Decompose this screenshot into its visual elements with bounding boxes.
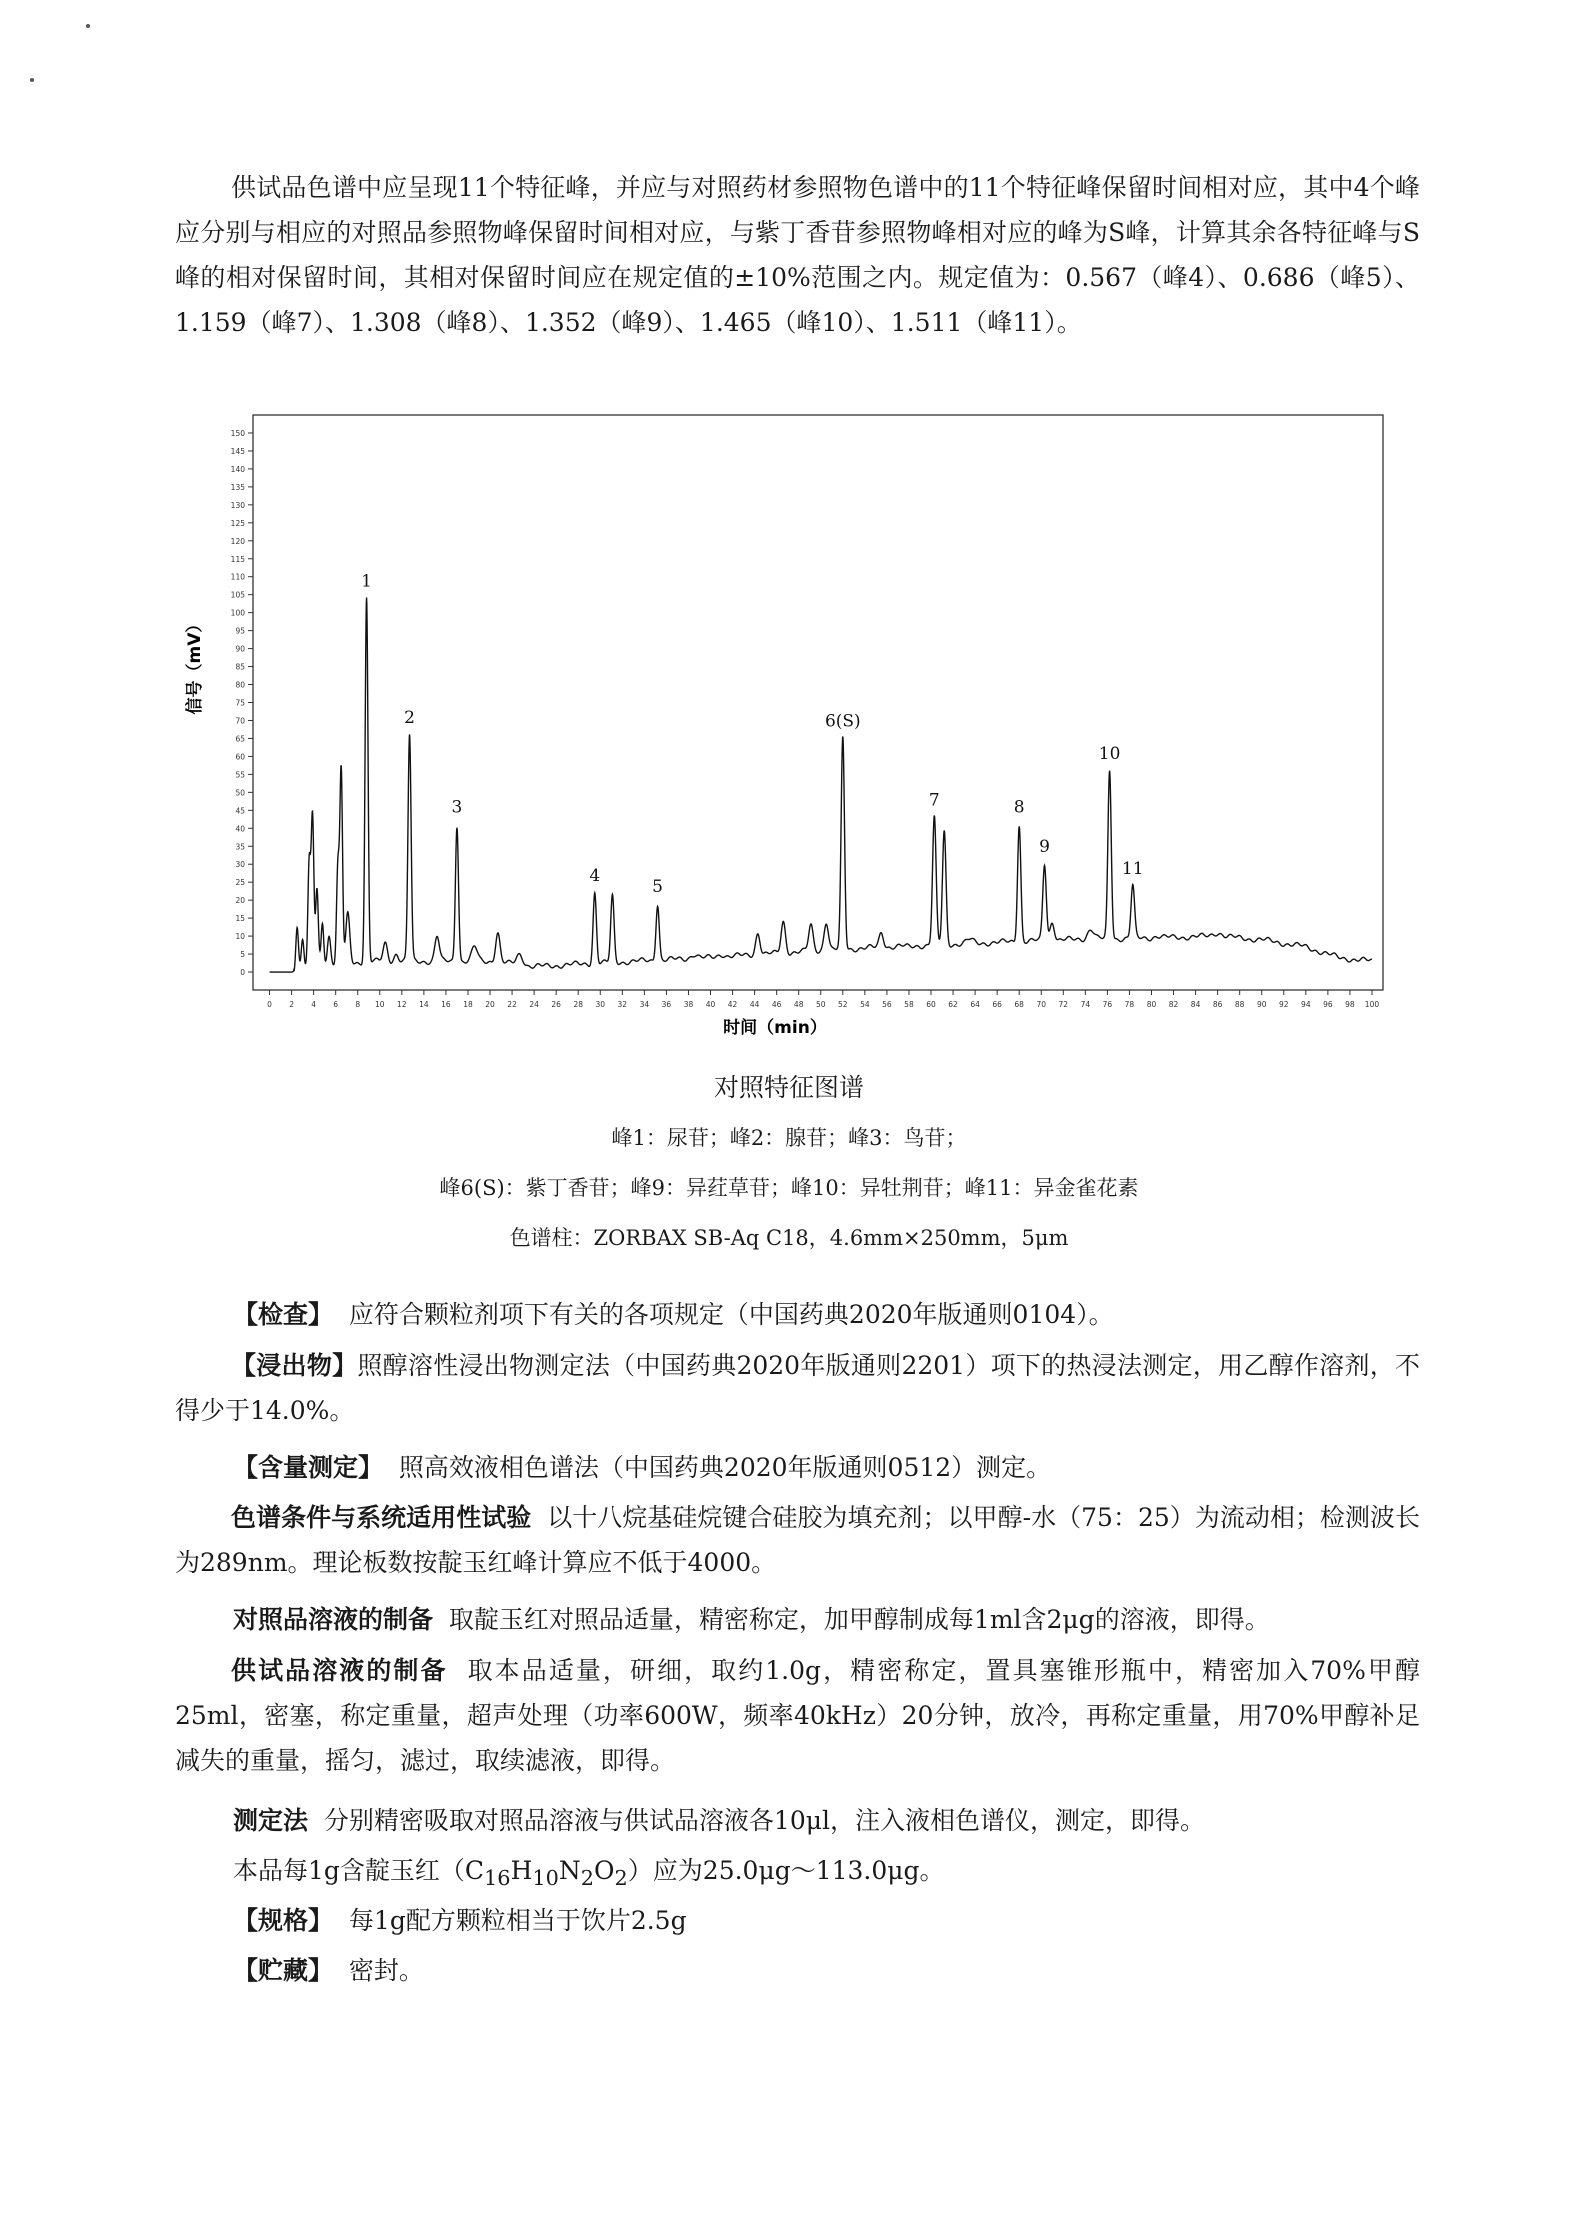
test-solution-heading: 供试品溶液的制备 (231, 1656, 448, 1685)
x-tick-label: 6 (333, 1000, 339, 1009)
x-tick-label: 84 (1190, 1000, 1201, 1009)
y-tick-label: 125 (230, 518, 245, 528)
y-tick-label: 15 (235, 914, 245, 924)
peak-label: 1 (361, 571, 372, 592)
method-section (233, 1798, 1205, 1843)
formula-sub: 2 (580, 1866, 595, 1890)
x-tick-label: 66 (992, 1000, 1002, 1009)
x-tick-label: 86 (1212, 1000, 1223, 1009)
x-tick-label: 34 (639, 1000, 650, 1009)
formula-sub: 10 (532, 1866, 559, 1890)
peak-label: 9 (1039, 837, 1050, 858)
x-tick-label: 16 (441, 1000, 451, 1009)
formula-sub: 2 (614, 1866, 628, 1890)
x-tick-label: 92 (1279, 1000, 1289, 1009)
y-tick-label: 55 (235, 770, 245, 780)
y-tick-label: 45 (235, 806, 245, 816)
x-tick-label: 76 (1102, 1000, 1113, 1009)
y-tick-label: 40 (235, 824, 245, 834)
x-tick-label: 38 (683, 1000, 694, 1009)
column-caption: 色谱柱：ZORBAX SB-Aq C18，4.6mm×250mm，5μm (509, 1226, 1069, 1250)
x-tick-label: 94 (1301, 1000, 1311, 1009)
y-tick-label: 140 (230, 464, 245, 474)
inspection-text: 应符合颗粒剂项下有关的各项规定（中国药典2020年版通则0104）。 (348, 1300, 1114, 1329)
x-tick-label: 100 (1364, 1000, 1380, 1009)
y-tick-label: 65 (235, 734, 245, 744)
x-tick-label: 68 (1014, 1000, 1024, 1009)
inspection-section (233, 1292, 1114, 1337)
x-tick-label: 96 (1323, 1000, 1333, 1009)
y-tick-label: 60 (235, 752, 245, 762)
y-tick-label: 95 (235, 626, 245, 636)
x-tick-label: 74 (1080, 1000, 1091, 1009)
x-tick-label: 18 (463, 1000, 473, 1009)
assay-heading: 【含量测定】 (233, 1453, 384, 1482)
y-tick-label: 105 (230, 590, 245, 600)
y-tick-label: 70 (235, 716, 245, 726)
x-tick-label: 60 (926, 1000, 936, 1009)
y-tick-label: 145 (230, 446, 245, 456)
y-tick-label: 130 (230, 500, 245, 510)
x-tick-label: 88 (1234, 1000, 1245, 1009)
peak-label: 11 (1121, 858, 1144, 879)
x-tick-label: 14 (419, 1000, 429, 1009)
x-axis-label: 时间（min） (723, 1018, 827, 1038)
y-tick-label: 85 (235, 662, 245, 672)
content-limit-prefix: 本品每1g含靛玉红（C (233, 1856, 485, 1885)
x-tick-label: 46 (771, 1000, 782, 1009)
y-tick-label: 10 (235, 932, 245, 942)
conditions-text: 以十八烷基硅烷键合硅胶为填充剂；以甲醇-水（75：25）为流动相；检测波长为289nm。理论板数按靛玉红峰计算应不低于4000。 (175, 1503, 1420, 1577)
peak-label: 10 (1098, 743, 1121, 764)
content-limit (233, 1848, 945, 1901)
x-tick-label: 72 (1058, 1000, 1069, 1009)
y-axis-label: 信号（mV） (185, 615, 205, 715)
ref-solution-heading: 对照品溶液的制备 (233, 1605, 434, 1634)
chromatogram-chart (180, 410, 1420, 1050)
scan-speck (86, 24, 90, 28)
x-tick-label: 98 (1345, 1000, 1355, 1009)
extract-section (175, 1343, 1420, 1433)
y-tick-label: 110 (230, 572, 245, 582)
storage-heading: 【贮藏】 (233, 1956, 334, 1985)
x-tick-label: 64 (970, 1000, 980, 1009)
x-tick-label: 20 (485, 1000, 495, 1009)
ref-solution-section (233, 1597, 1270, 1642)
peak-caption-1: 峰1：尿苷；峰2：腺苷；峰3：鸟苷； (611, 1126, 967, 1150)
x-tick-label: 10 (375, 1000, 385, 1009)
y-tick-label: 35 (235, 842, 245, 852)
y-tick-label: 100 (230, 608, 245, 618)
x-tick-label: 28 (573, 1000, 583, 1009)
y-tick-label: 135 (230, 482, 245, 492)
content-limit-suffix: ）应为25.0μg～113.0μg。 (627, 1856, 945, 1885)
peak-label: 6(S) (824, 711, 861, 732)
signal-trace (270, 598, 1372, 973)
formula-element: H (510, 1856, 533, 1885)
x-tick-label: 2 (289, 1000, 294, 1009)
storage-text: 密封。 (348, 1956, 424, 1985)
assay-section (233, 1445, 1051, 1490)
y-tick-label: 120 (230, 536, 245, 546)
x-tick-label: 30 (595, 1000, 606, 1009)
peak-label: 3 (451, 797, 463, 818)
extract-heading: 【浸出物】 (231, 1351, 358, 1380)
ref-solution-text: 取靛玉红对照品适量，精密称定，加甲醇制成每1ml含2μg的溶液，即得。 (448, 1605, 1270, 1634)
assay-text: 照高效液相色谱法（中国药典2020年版通则0512）测定。 (398, 1453, 1052, 1482)
test-solution-text: 取本品适量，研细，取约1.0g，精密称定，置具塞锥形瓶中，精密加入70%甲醇25ml，密塞，称定重量，超声处理（功率600W，频率40kHz）20分钟，放冷，再称定重量，用70%甲醇补足减失的重量，摇匀，滤过，取续滤液，即得。 (175, 1656, 1420, 1775)
inspection-heading: 【检查】 (233, 1300, 334, 1329)
x-tick-label: 56 (882, 1000, 892, 1009)
spec-heading: 【规格】 (233, 1906, 334, 1935)
y-tick-label: 5 (240, 950, 245, 960)
x-tick-label: 48 (793, 1000, 804, 1009)
intro-paragraph: 供试品色谱中应呈现11个特征峰，并应与对照药材参照物色谱中的11个特征峰保留时间相对应，其中4个峰应分别与相应的对照品参照物峰保留时间相对应，与紫丁香苷参照物峰相对应的峰为S峰，计算其余各特征峰与S峰的相对保留时间，其相对保留时间应在规定值的±10%范围之内。规定值为：0.567（峰4）、0.686（峰5）、1.159（峰7）、1.308（峰8）、1.352（峰9）、1.465（峰10）、1.511（峰11）。 (175, 173, 1420, 337)
y-tick-label: 150 (230, 428, 245, 438)
conditions-section (175, 1495, 1420, 1585)
y-tick-label: 50 (235, 788, 245, 798)
x-tick-label: 80 (1146, 1000, 1157, 1009)
extract-text: 照醇溶性浸出物测定法（中国药典2020年版通则2201）项下的热浸法测定，用乙醇作溶剂，不得少于14.0%。 (175, 1351, 1420, 1425)
peak-label: 8 (1013, 797, 1025, 818)
scan-speck (30, 78, 34, 82)
test-solution-section (175, 1648, 1420, 1783)
x-tick-label: 82 (1168, 1000, 1179, 1009)
x-tick-label: 52 (838, 1000, 848, 1009)
x-tick-label: 26 (551, 1000, 561, 1009)
x-tick-label: 70 (1036, 1000, 1047, 1009)
x-tick-label: 58 (904, 1000, 914, 1009)
y-tick-label: 90 (235, 644, 245, 654)
conditions-heading: 色谱条件与系统适用性试验 (231, 1503, 532, 1532)
x-tick-label: 36 (661, 1000, 672, 1009)
y-tick-label: 30 (235, 860, 245, 870)
formula-element: N (558, 1856, 581, 1885)
peak-label: 5 (652, 876, 664, 897)
x-tick-label: 44 (749, 1000, 760, 1009)
x-tick-label: 42 (727, 1000, 738, 1009)
y-tick-label: 25 (235, 878, 245, 888)
peak-label: 7 (928, 790, 940, 811)
y-tick-label: 0 (240, 968, 245, 978)
x-tick-label: 4 (311, 1000, 317, 1009)
y-tick-label: 75 (235, 698, 245, 708)
x-tick-label: 32 (617, 1000, 628, 1009)
peak-caption-2: 峰6(S)：紫丁香苷；峰9：异荭草苷；峰10：异牡荆苷；峰11：异金雀花素 (439, 1176, 1139, 1200)
x-tick-label: 50 (815, 1000, 826, 1009)
method-heading: 测定法 (233, 1806, 309, 1835)
x-tick-label: 78 (1124, 1000, 1135, 1009)
y-tick-label: 80 (235, 680, 245, 690)
x-tick-label: 24 (529, 1000, 539, 1009)
formula-sub: 16 (484, 1866, 511, 1890)
x-tick-label: 90 (1256, 1000, 1267, 1009)
y-tick-label: 20 (235, 896, 245, 906)
spec-section (233, 1898, 687, 1943)
chart-title: 对照特征图谱 (713, 1073, 864, 1102)
x-tick-label: 54 (860, 1000, 870, 1009)
x-tick-label: 62 (948, 1000, 958, 1009)
x-tick-label: 0 (267, 1000, 272, 1009)
peak-label: 2 (404, 707, 415, 728)
y-tick-label: 115 (230, 554, 245, 564)
x-tick-label: 40 (705, 1000, 716, 1009)
x-tick-label: 12 (397, 1000, 407, 1009)
storage-section (233, 1948, 424, 1993)
spec-text: 每1g配方颗粒相当于饮片2.5g (348, 1906, 687, 1935)
x-tick-label: 8 (355, 1000, 361, 1009)
plot-frame (253, 415, 1383, 990)
method-text: 分别精密吸取对照品溶液与供试品溶液各10μl，注入液相色谱仪，测定，即得。 (323, 1806, 1205, 1835)
peak-label: 4 (589, 865, 601, 886)
formula-element: O (594, 1856, 615, 1885)
x-tick-label: 22 (507, 1000, 517, 1009)
